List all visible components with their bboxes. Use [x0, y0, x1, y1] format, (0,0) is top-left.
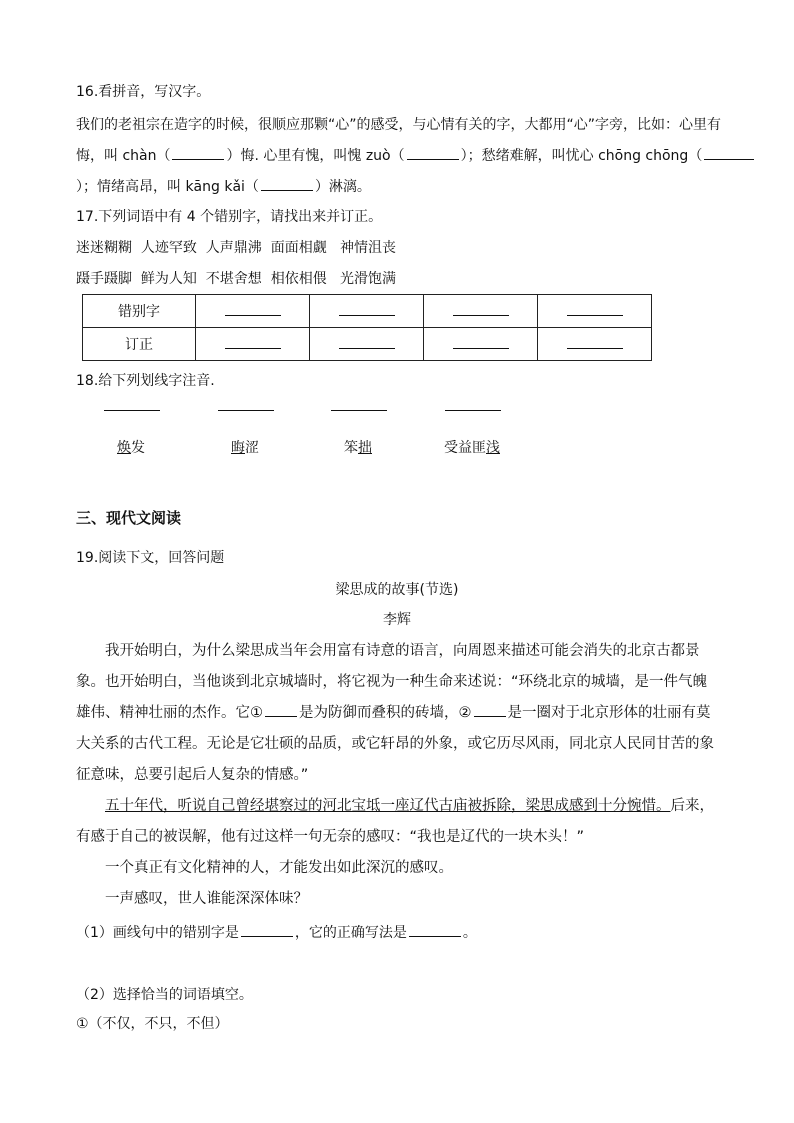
article-paragraph-1: 我开始明白，为什么梁思成当年会用富有诗意的语言，向周恩来描述可能会消失的北京古都景象。也开始明白，当他谈到北京城墙时，将它视为一种生命来述说：“环绕北京的城墙，是一件气魄雄伟、精神壮丽的杰作。它① 是为防御而叠积的砖墙，② 是一圈对于北京形体的壮丽有莫大关系的古代工程。无论是它壮硕的品质，或它轩昂的外象，或它历尽风雨，同北京人民同甘苦的象征意味，总要引起后人复杂的情感。” — [76, 643, 714, 783]
article-paragraph-2: 五十年代，听说自己曾经堪察过的河北宝坻一座辽代古庙被拆除，梁思成感到十分惋惜。后来，有感于自己的被误解，他有过这样一句无奈的感叹：“我也是辽代的一块木头！” — [76, 798, 714, 845]
answer-blank[interactable] — [407, 145, 459, 160]
q16-text-line2 — [76, 145, 756, 166]
answer-blank[interactable] — [339, 303, 395, 316]
answer-blank[interactable] — [453, 336, 509, 349]
answer-blank[interactable] — [453, 303, 509, 316]
q16-text: 悔，叫 chàn（ — [76, 148, 171, 164]
q18-title: 18.给下列划线字注音. — [76, 373, 215, 389]
pinyin-blank[interactable] — [218, 410, 274, 411]
answer-blank[interactable] — [265, 702, 297, 717]
answer-blank[interactable] — [261, 176, 313, 191]
row-header-wrong: 错别字 — [83, 295, 196, 328]
underlined-sentence: 五十年代，听说自己曾经堪察过的河北宝坻一座辽代古庙被拆除，梁思成感到十分惋惜。 — [105, 798, 671, 814]
q16-text: ）悔. 心里有愧，叫愧 zuò（ — [226, 148, 405, 164]
q16-text: ）；愁绪难解，叫忧心 chōng chōng（ — [460, 148, 703, 164]
answer-blank[interactable] — [409, 922, 461, 937]
answer-blank[interactable] — [339, 336, 395, 349]
word-huanfa: 焕发 — [117, 440, 145, 456]
row-header-correct: 订正 — [83, 328, 196, 361]
answer-blank[interactable] — [172, 145, 224, 160]
q19-sub2: （2）选择恰当的词语填空。 — [76, 987, 253, 1003]
answer-blank[interactable] — [241, 922, 293, 937]
q19-sub2-options: ①（不仅，不只，不但） — [76, 1016, 229, 1032]
q17-title: 17.下列词语中有 4 个错别字，请找出来并订正。 — [76, 209, 383, 225]
q16-title: 16.看拼音，写汉字。 — [76, 84, 211, 100]
section-heading: 三、现代文阅读 — [76, 509, 182, 527]
q16-text: ）；情绪高昂，叫 kāng kǎi（ — [76, 179, 259, 195]
q17-words-row2: 蹑手蹑脚 鲜为人知 不堪舍想 相依相偎 光滑饱满 — [76, 271, 397, 287]
article-author: 李辉 — [383, 612, 411, 628]
q16-text-line1: 我们的老祖宗在造字的时候，很顺应那颗“心”的感受，与心情有关的字，大都用“心”字旁，比如：心里有 — [76, 117, 722, 133]
answer-blank[interactable] — [567, 303, 623, 316]
q19-title: 19.阅读下文，回答问题 — [76, 550, 225, 566]
q19-sub1: （1）画线句中的错别字是 ，它的正确写法是 。 — [76, 922, 477, 943]
answer-blank[interactable] — [225, 303, 281, 316]
word-huise: 晦涩 — [231, 440, 259, 456]
q17-words-row1: 迷迷糊糊 人迹罕致 人声鼎沸 面面相觑 神情沮丧 — [76, 240, 397, 256]
q16-text: ）淋漓。 — [314, 179, 371, 195]
correction-table — [82, 294, 652, 361]
pinyin-blank[interactable] — [331, 410, 387, 411]
answer-blank[interactable] — [567, 336, 623, 349]
article-title: 梁思成的故事(节选) — [335, 582, 459, 598]
answer-blank[interactable] — [704, 145, 754, 160]
article-paragraph-4: 一声感叹，世人谁能深深体味？ — [105, 891, 308, 907]
pinyin-blank[interactable] — [104, 410, 160, 411]
article-paragraph-3: 一个真正有文化精神的人，才能发出如此深沉的感叹。 — [105, 860, 453, 876]
q16-text-line3 — [76, 176, 371, 197]
answer-blank[interactable] — [225, 336, 281, 349]
word-shouyifeiqian: 受益匪浅 — [444, 440, 500, 456]
answer-blank[interactable] — [474, 702, 506, 717]
pinyin-blank[interactable] — [445, 410, 501, 411]
word-benzhuo: 笨拙 — [344, 440, 372, 456]
